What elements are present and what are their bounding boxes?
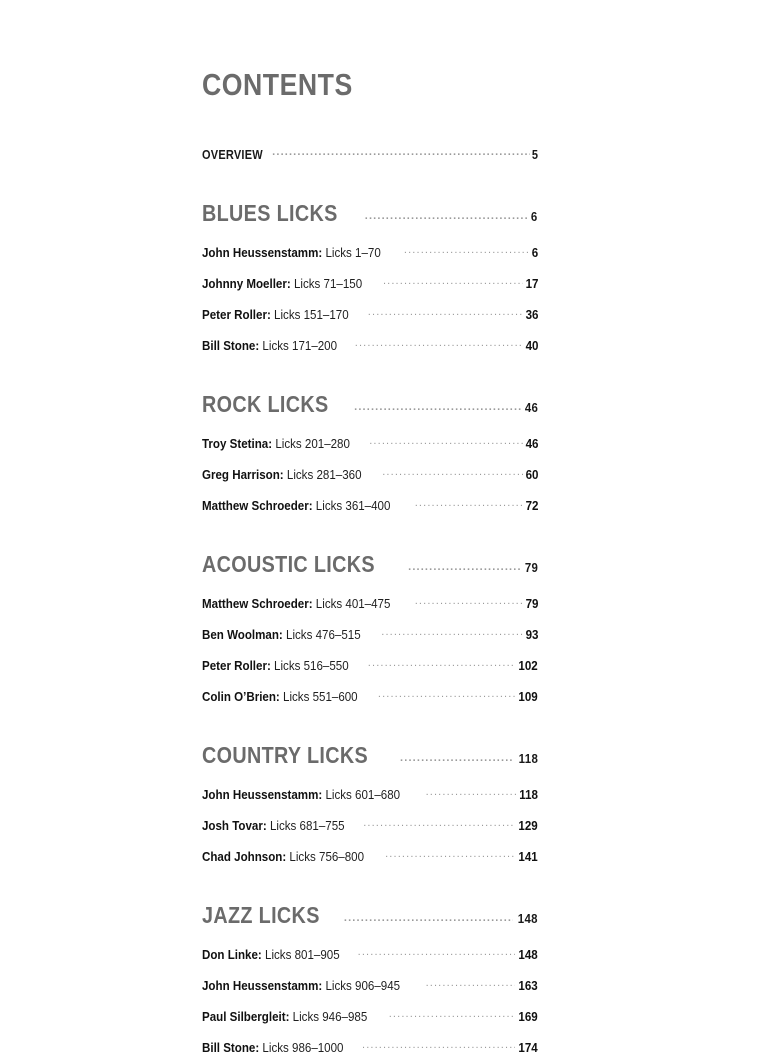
page-title: CONTENTS (202, 67, 353, 102)
toc-page-number: 17 (525, 275, 538, 291)
toc-entry-author: Bill Stone: (202, 337, 260, 353)
toc-page-number: 79 (524, 559, 538, 575)
toc-page-number: 163 (518, 977, 538, 993)
toc-section (202, 551, 538, 705)
toc-entry-author: Bill Stone: (202, 1039, 260, 1055)
toc-entry-author: Paul Silbergleit: (202, 1008, 290, 1024)
dot-leader (344, 904, 513, 922)
toc-entry-label (202, 1039, 343, 1056)
toc-section-title: COUNTRY LICKS (202, 741, 369, 768)
toc-page-number: 129 (518, 817, 538, 833)
toc-page-number: 148 (518, 946, 538, 962)
toc-entry-author: Matthew Schroeder: (202, 497, 313, 513)
toc-entry-licks: Licks 906–945 (325, 977, 401, 993)
toc-section-title: BLUES LICKS (202, 199, 338, 226)
toc-section-heading[interactable] (202, 742, 538, 772)
toc-page-number: 6 (531, 208, 538, 224)
toc-entry-author: Chad Johnson: (202, 848, 287, 864)
toc-entry-author: Johnny Moeller: (202, 275, 291, 291)
toc-entry[interactable] (202, 497, 538, 514)
toc-section-title: ROCK LICKS (202, 390, 329, 417)
toc-page-number: 148 (517, 910, 538, 926)
dot-leader (354, 393, 521, 411)
toc-page-number: 6 (531, 244, 538, 260)
toc-entry-licks: Licks 551–600 (283, 688, 358, 704)
toc-section (202, 200, 538, 354)
toc-entry-label (202, 977, 400, 994)
toc-entry-overview[interactable] (202, 146, 538, 163)
toc-entry-licks: Licks 681–755 (269, 817, 345, 833)
toc-entry-licks: Licks 201–280 (275, 435, 350, 451)
dot-leader (368, 657, 516, 670)
toc-entry[interactable] (202, 1039, 538, 1056)
toc-entry-licks: Licks 986–1000 (262, 1039, 344, 1055)
toc-section-title: JAZZ LICKS (202, 901, 320, 928)
toc-entry[interactable] (202, 657, 538, 674)
dot-leader (363, 817, 515, 830)
dot-leader (362, 1039, 515, 1052)
toc-entry[interactable] (202, 977, 538, 994)
toc-section-heading[interactable] (202, 902, 538, 932)
dot-leader (272, 146, 530, 159)
dot-leader (389, 1008, 516, 1021)
toc-entry[interactable] (202, 848, 538, 865)
toc-sections (202, 200, 538, 1056)
toc-entry-label (202, 337, 337, 354)
toc-entry-licks: Licks 1–70 (325, 244, 381, 260)
toc-entry[interactable] (202, 306, 538, 323)
toc-section (202, 902, 538, 1056)
toc-entry-licks: Licks 476–515 (286, 626, 361, 642)
toc-page-number: 36 (525, 306, 538, 322)
toc-entry-author: Peter Roller: (202, 306, 271, 322)
dot-leader (382, 466, 522, 479)
toc-entry-label (202, 848, 364, 865)
toc-entry[interactable] (202, 626, 538, 643)
toc-entry-label (202, 306, 349, 323)
toc-entry[interactable] (202, 1008, 538, 1025)
toc-entry-author: Colin O’Brien: (202, 688, 280, 704)
toc-entry-label (202, 1008, 367, 1025)
dot-leader (426, 786, 516, 799)
dot-leader (404, 244, 530, 257)
toc-entry-label (202, 657, 349, 674)
dot-leader (355, 337, 523, 350)
toc-page-number: 79 (525, 595, 538, 611)
toc-entry-licks: Licks 281–360 (286, 466, 362, 482)
toc-section-heading[interactable] (202, 391, 538, 421)
toc-entry-label (202, 688, 358, 705)
toc-entry-label (202, 275, 362, 292)
toc-page-number: 60 (525, 466, 538, 482)
toc-entry-author: Don Linke: (202, 946, 262, 962)
toc-page-number: 40 (525, 337, 538, 353)
toc-entry-label (202, 244, 381, 261)
toc-entry-licks: Licks 401–475 (315, 595, 391, 611)
toc-page-number: 109 (518, 688, 538, 704)
toc-page-number: 72 (525, 497, 538, 513)
toc-entry-label (202, 497, 390, 514)
dot-leader (408, 553, 521, 571)
toc-page-number: 169 (518, 1008, 538, 1024)
dot-leader (381, 626, 522, 639)
dot-leader (415, 497, 523, 510)
dot-leader (368, 306, 523, 319)
dot-leader (385, 848, 515, 861)
toc-entry-label: OVERVIEW (202, 147, 263, 162)
contents-column (202, 68, 538, 1056)
toc-entry[interactable] (202, 466, 538, 483)
toc-entry-label (202, 946, 340, 963)
toc-entry-label (202, 817, 345, 834)
toc-page-number: 5 (531, 147, 538, 162)
toc-section-title: ACOUSTIC LICKS (202, 550, 375, 577)
toc-entry-licks: Licks 151–170 (274, 306, 349, 322)
toc-entry-licks: Licks 71–150 (293, 275, 363, 291)
toc-entry-author: Greg Harrison: (202, 466, 284, 482)
toc-entry-licks: Licks 516–550 (274, 657, 349, 673)
toc-entry-label (202, 626, 361, 643)
toc-page-number: 102 (518, 657, 538, 673)
toc-section (202, 391, 538, 514)
toc-entry[interactable] (202, 275, 538, 292)
toc-entry-label (202, 435, 350, 452)
toc-entry[interactable] (202, 244, 538, 261)
toc-entry[interactable] (202, 435, 538, 452)
toc-entry-author: Peter Roller: (202, 657, 271, 673)
toc-page-number: 118 (519, 786, 538, 802)
toc-entry-licks: Licks 601–680 (325, 786, 401, 802)
toc-entry-label (202, 595, 390, 612)
toc-entry-licks: Licks 171–200 (262, 337, 338, 353)
toc-entry-author: Matthew Schroeder: (202, 595, 313, 611)
toc-entry-author: Ben Woolman: (202, 626, 283, 642)
dot-leader (369, 435, 522, 448)
dot-leader (383, 275, 523, 288)
dot-leader (400, 744, 514, 762)
toc-page-number: 118 (518, 750, 538, 766)
toc-entry-licks: Licks 801–905 (265, 946, 340, 962)
toc-entry[interactable] (202, 817, 538, 834)
toc-entry[interactable] (202, 337, 538, 354)
dot-leader (426, 977, 516, 990)
toc-entry-author: John Heussenstamm: (202, 244, 323, 260)
dot-leader (415, 595, 523, 608)
toc-entry[interactable] (202, 688, 538, 705)
toc-entry-author: John Heussenstamm: (202, 786, 323, 802)
dot-leader (365, 202, 529, 220)
dot-leader (358, 946, 516, 959)
toc-entry-author: Troy Stetina: (202, 435, 273, 451)
toc-section-heading[interactable] (202, 200, 538, 230)
toc-page-number: 141 (518, 848, 538, 864)
toc-section-heading[interactable] (202, 551, 538, 581)
toc-entry[interactable] (202, 786, 538, 803)
toc-entry[interactable] (202, 946, 538, 963)
toc-page-number: 174 (518, 1039, 538, 1055)
toc-section (202, 742, 538, 865)
dot-leader (378, 688, 515, 701)
toc-entry[interactable] (202, 595, 538, 612)
toc-entry-licks: Licks 756–800 (289, 848, 365, 864)
toc-page-number: 93 (525, 626, 538, 642)
toc-entry-licks: Licks 946–985 (292, 1008, 368, 1024)
toc-page-number: 46 (525, 435, 538, 451)
toc-entry-author: John Heussenstamm: (202, 977, 323, 993)
toc-entry-label (202, 466, 362, 483)
toc-entry-author: Josh Tovar: (202, 817, 267, 833)
toc-entry-label (202, 786, 400, 803)
toc-page-number: 46 (524, 399, 538, 415)
toc-entry-licks: Licks 361–400 (315, 497, 391, 513)
